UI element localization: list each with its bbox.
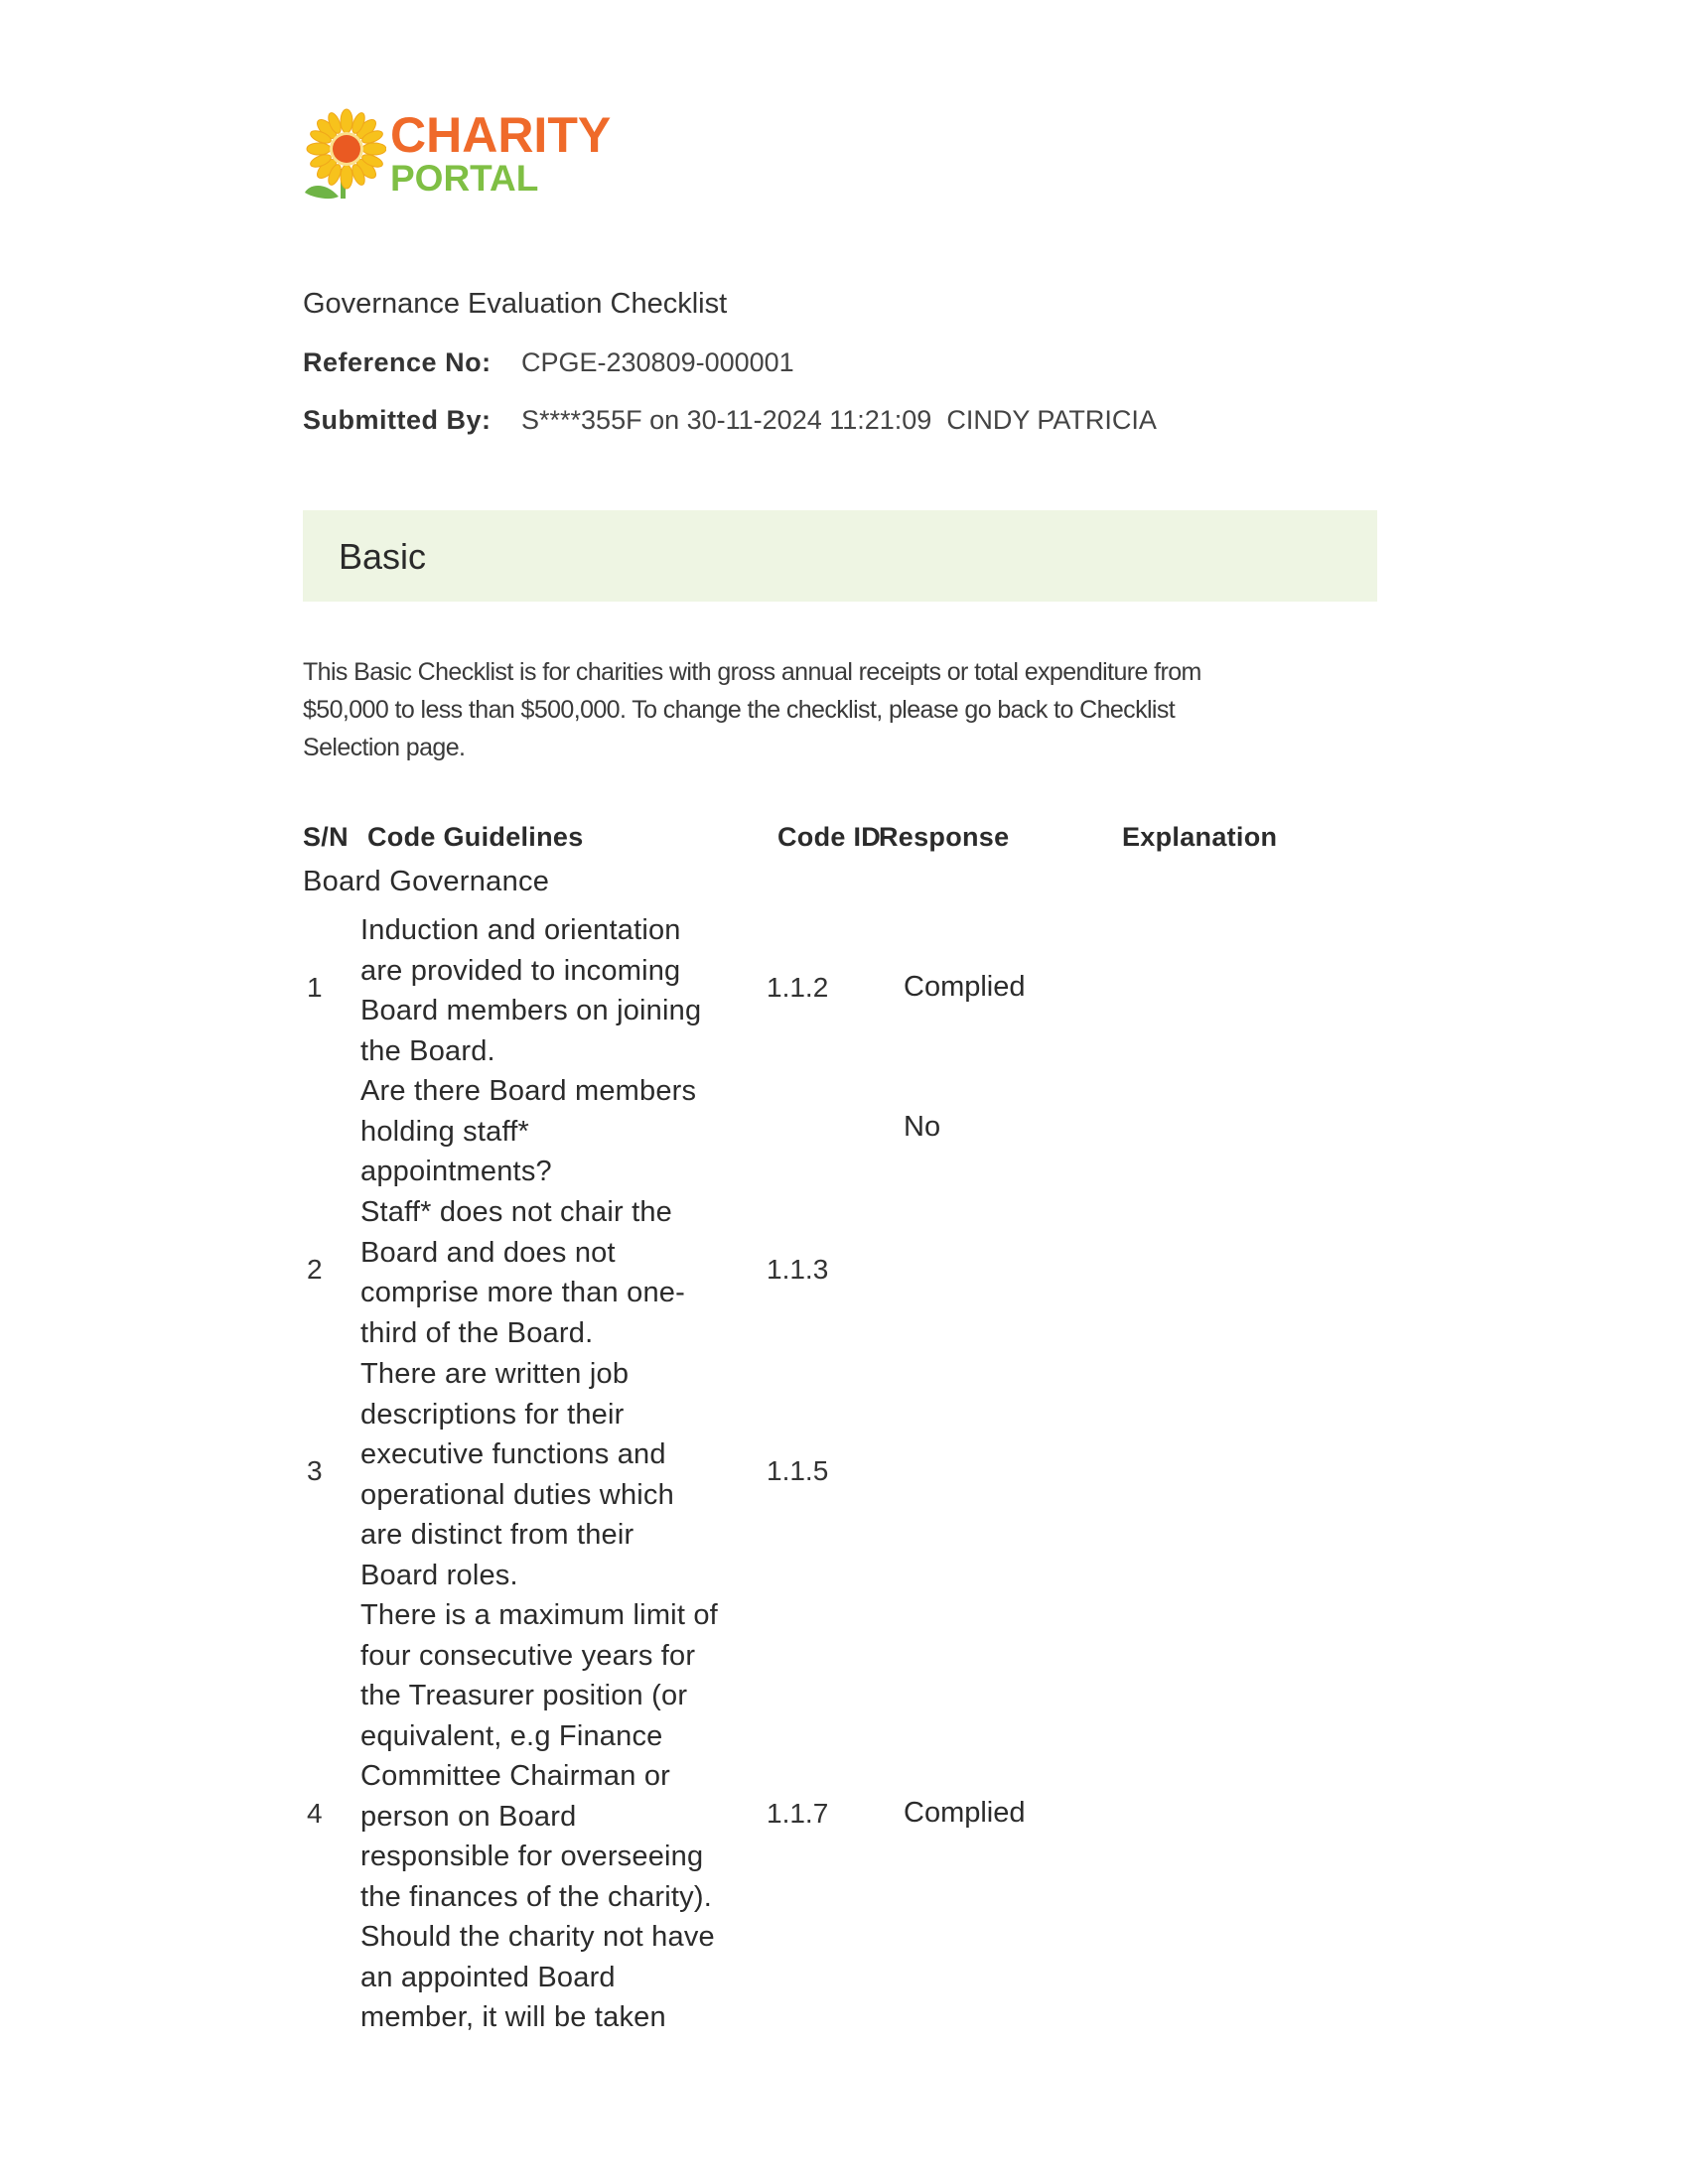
guideline-line: four consecutive years for <box>360 1639 696 1672</box>
section-banner <box>303 510 1377 602</box>
row-sn: 1 <box>307 972 323 1003</box>
row-response: Complied <box>904 971 1026 1003</box>
guideline-line: Induction and orientation <box>360 914 681 946</box>
guideline-line: Staff* does not chair the <box>360 1196 673 1228</box>
guideline-line: equivalent, e.g Finance <box>360 1719 663 1752</box>
group-heading: Board Governance <box>303 866 550 897</box>
sunflower-icon <box>303 107 386 203</box>
page-title: Governance Evaluation Checklist <box>303 288 728 320</box>
row-guideline <box>360 1354 674 1595</box>
guideline-line: executive functions and <box>360 1438 666 1470</box>
submitted-value: S****355F on 30-11-2024 11:21:09 CINDY PATRICIA <box>521 405 1157 435</box>
row-code-id: 1.1.3 <box>767 1254 829 1285</box>
guideline-line: comprise more than one- <box>360 1277 685 1308</box>
logo-word-charity: CHARITY <box>390 107 612 163</box>
guideline-line: Board roles. <box>360 1559 518 1591</box>
row-response: No <box>904 1111 941 1143</box>
column-header-response: Response <box>879 822 1010 852</box>
guideline-line: the finances of the charity). <box>360 1880 712 1913</box>
guideline-line: operational duties which <box>360 1478 674 1511</box>
table-row <box>303 1595 1375 2038</box>
column-header-sn: S/N <box>303 822 349 852</box>
guideline-line: holding staff* <box>360 1115 529 1148</box>
guideline-line: Should the charity not have <box>360 1921 715 1953</box>
row-guideline <box>360 1071 696 1192</box>
row-code-id: 1.1.5 <box>767 1455 829 1486</box>
table-row <box>303 910 1375 1071</box>
row-response: Complied <box>904 1797 1026 1829</box>
row-guideline <box>360 1595 718 2038</box>
guideline-line: Board members on joining <box>360 995 702 1026</box>
guideline-line: Committee Chairman or <box>360 1760 671 1792</box>
column-header-code-id: Code ID <box>777 822 882 852</box>
guideline-line: There are written job <box>360 1358 630 1390</box>
guideline-line: appointments? <box>360 1156 552 1187</box>
guideline-line: person on Board <box>360 1800 577 1833</box>
row-guideline <box>360 1192 685 1353</box>
table-row <box>303 1192 1375 1353</box>
row-code-id: 1.1.2 <box>767 972 829 1003</box>
column-header-guidelines: Code Guidelines <box>367 822 584 852</box>
row-sn: 4 <box>307 1798 323 1829</box>
guideline-line: are provided to incoming <box>360 954 681 987</box>
logo-word-portal: PORTAL <box>390 158 539 199</box>
reference-row <box>303 347 794 378</box>
guideline-line: Board and does not <box>360 1236 616 1269</box>
description-line: Selection page. <box>303 734 466 761</box>
guideline-line: descriptions for their <box>360 1398 625 1431</box>
charity-portal-logo <box>303 107 660 203</box>
guideline-line: the Board. <box>360 1034 495 1067</box>
row-code-id: 1.1.7 <box>767 1798 829 1829</box>
submitted-label: Submitted By: <box>303 405 492 435</box>
guideline-line: responsible for overseeing <box>360 1841 704 1872</box>
submitted-row <box>303 405 1157 436</box>
section-description <box>303 653 1336 766</box>
row-guideline <box>360 910 701 1071</box>
reference-value: CPGE-230809-000001 <box>521 347 794 377</box>
description-line: $50,000 to less than $500,000. To change the checklist, please go back to Checklist <box>303 696 1176 724</box>
guideline-line: are distinct from their <box>360 1519 634 1551</box>
table-row <box>303 1354 1375 1595</box>
leaf-shape <box>305 186 339 199</box>
guideline-line: Are there Board members <box>360 1075 697 1107</box>
row-sn: 2 <box>307 1254 323 1285</box>
section-title: Basic <box>339 536 427 577</box>
column-header-explanation: Explanation <box>1122 822 1278 852</box>
description-line: This Basic Checklist is for charities with gross annual receipts or total expenditure from <box>303 658 1201 686</box>
table-row <box>303 1071 1375 1192</box>
guideline-line: member, it will be taken <box>360 2001 666 2033</box>
row-sn: 3 <box>307 1455 323 1486</box>
guideline-line: There is a maximum limit of <box>360 1599 718 1631</box>
guideline-line: third of the Board. <box>360 1316 594 1349</box>
reference-label: Reference No: <box>303 347 492 377</box>
guideline-line: the Treasurer position (or <box>360 1680 688 1711</box>
guideline-line: an appointed Board <box>360 1961 616 1993</box>
